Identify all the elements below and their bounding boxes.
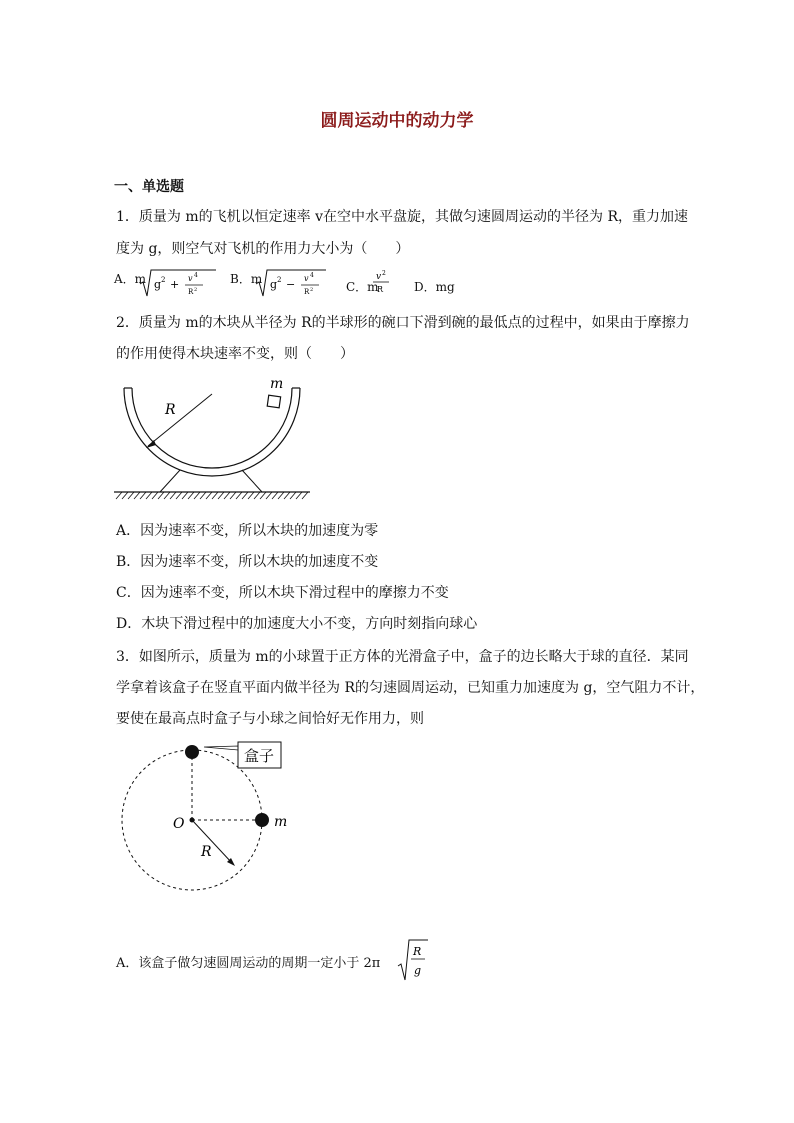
svg-text:2: 2 bbox=[277, 276, 282, 284]
svg-text:R: R bbox=[377, 285, 384, 294]
svg-text:2: 2 bbox=[310, 287, 314, 293]
q3-option-a: A．该盒子做匀速圆周运动的周期一定小于 2π bbox=[116, 956, 381, 971]
svg-text:R: R bbox=[188, 288, 194, 296]
q2-option-d: D．木块下滑过程中的加速度大小不变，方向时刻指向球心 bbox=[116, 616, 478, 632]
q1-option-c-label: C．m bbox=[346, 280, 379, 294]
svg-text:4: 4 bbox=[194, 272, 198, 279]
page-title: 圆周运动中的动力学 bbox=[320, 111, 474, 131]
q3-line3: 要使在最高点时盒子与小球之间恰好无作用力，则 bbox=[116, 711, 424, 727]
q2-option-a: A．因为速率不变，所以木块的加速度为零 bbox=[116, 523, 379, 539]
section-heading: 一、单选题 bbox=[114, 179, 184, 195]
q1-line1: 1．质量为 m的飞机以恒定速率 v在空中水平盘旋，其做匀速圆周运动的半径为 R，重力加速 bbox=[116, 209, 688, 225]
q2-line1: 2．质量为 m的木块从半径为 R的半球形的碗口下滑到碗的最低点的过程中，如果由于摩擦力 bbox=[116, 315, 690, 331]
svg-text:g: g bbox=[414, 964, 422, 977]
svg-text:2: 2 bbox=[194, 287, 198, 293]
q1-option-b-formula bbox=[254, 266, 334, 300]
svg-text:R: R bbox=[304, 288, 310, 296]
q3-option-a-formula bbox=[396, 938, 430, 984]
q1-option-a-label: A．m bbox=[114, 272, 147, 286]
svg-text:2: 2 bbox=[382, 270, 386, 277]
svg-text:−: − bbox=[286, 278, 296, 291]
q3-label-o: O bbox=[173, 816, 185, 832]
svg-text:R: R bbox=[413, 945, 422, 958]
q3-line1: 3．如图所示，质量为 m的小球置于正方体的光滑盒子中，盒子的边长略大于球的直径．某同 bbox=[116, 649, 689, 665]
q2-bowl-figure bbox=[110, 372, 320, 504]
q1-line2: 度为 g，则空气对飞机的作用力大小为（ ） bbox=[116, 241, 410, 257]
q2-label-m: m bbox=[270, 376, 284, 392]
svg-text:g: g bbox=[154, 278, 162, 291]
q2-line2: 的作用使得木块速率不变，则（ ） bbox=[116, 346, 354, 362]
q3-label-m: m bbox=[274, 814, 288, 830]
svg-text:v: v bbox=[304, 274, 309, 283]
q2-option-b: B．因为速率不变，所以木块的加速度不变 bbox=[116, 554, 379, 570]
q1-option-d: D．mg bbox=[414, 280, 455, 294]
q3-label-r: R bbox=[201, 844, 212, 860]
svg-text:+: + bbox=[170, 278, 180, 291]
svg-text:4: 4 bbox=[310, 272, 314, 279]
q1-option-a-formula bbox=[138, 266, 218, 300]
q1-option-c-formula bbox=[370, 268, 394, 300]
q3-label-box: 盒子 bbox=[244, 747, 275, 765]
svg-text:2: 2 bbox=[161, 276, 166, 284]
svg-text:g: g bbox=[270, 278, 278, 291]
svg-text:v: v bbox=[188, 274, 193, 283]
q2-option-c: C．因为速率不变，所以木块下滑过程中的摩擦力不变 bbox=[116, 585, 449, 601]
q1-option-b-label: B．m bbox=[230, 272, 263, 286]
q3-circle-figure bbox=[110, 738, 310, 896]
q2-label-r: R bbox=[165, 402, 176, 418]
q3-line2: 学拿着该盒子在竖直平面内做半径为 R的匀速圆周运动，已知重力加速度为 g，空气阻力不计， bbox=[116, 680, 705, 696]
svg-text:v: v bbox=[376, 272, 382, 282]
